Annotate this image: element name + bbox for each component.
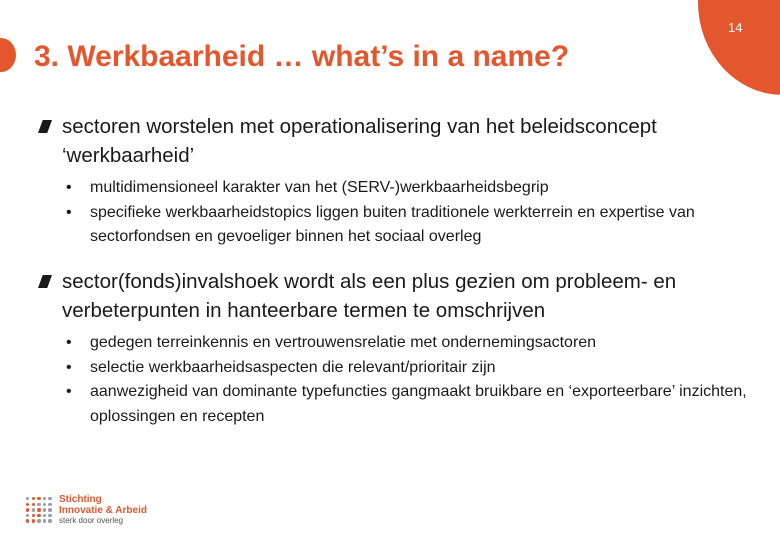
logo-dot	[26, 514, 29, 517]
section-heading	[38, 267, 750, 325]
logo-dot	[48, 497, 51, 500]
list-item-text: gedegen terreinkennis en vertrouwensrelatie met ondernemingsactoren	[90, 334, 597, 351]
bullet-dot: •	[66, 383, 72, 400]
logo-dot	[37, 508, 40, 511]
logo-tagline: sterk door overleg	[59, 516, 124, 525]
logo-dots-icon	[26, 496, 54, 526]
list-item-text: specifieke werkbaarheidstopics liggen buiten traditionele werkterrein en expertise van sectorfondsen en gevoeliger binnen het sociaal overleg	[90, 203, 695, 245]
logo-dot	[26, 519, 29, 522]
logo-dot	[32, 508, 35, 511]
logo-dot	[43, 514, 46, 517]
logo-dot	[32, 514, 35, 517]
logo-dot	[37, 497, 40, 500]
bullet-dot: •	[66, 358, 72, 376]
section-heading-text: sector(fonds)invalshoek wordt als een plus gezien om probleem- en verbeterpunten in hanteerbare termen te omschrijven	[62, 270, 677, 322]
logo-dot	[43, 497, 46, 500]
list-item	[66, 201, 750, 250]
list-item	[66, 331, 750, 356]
corner-decoration	[698, 0, 780, 95]
logo-dot	[26, 497, 29, 500]
logo-dot	[48, 519, 51, 522]
logo-dot	[43, 519, 46, 522]
logo-dot	[26, 508, 29, 511]
logo-dot	[43, 508, 46, 511]
section-heading	[38, 112, 750, 170]
page-number: 14	[728, 20, 743, 35]
logo-line-2: Innovatie & Arbeid	[59, 504, 147, 516]
logo-dot	[26, 503, 29, 506]
logo-dot	[32, 519, 35, 522]
logo-dot	[48, 503, 51, 506]
section-invalshoek	[38, 267, 750, 429]
logo-dot	[37, 503, 40, 506]
logo-dot	[48, 508, 51, 511]
list-item-text: aanwezigheid van dominante typefuncties gangmaakt bruikbare en ‘exporteerbare’ inzichten, oplossingen en recepten	[90, 383, 747, 425]
logo-dot	[32, 497, 35, 500]
bullet-dot: •	[66, 334, 72, 351]
list-item-text: multidimensioneel karakter van het (SERV-)werkbaarheidsbegrip	[90, 179, 549, 196]
list-item	[66, 176, 750, 201]
logo-dot	[37, 519, 40, 522]
bullet-marker-icon	[38, 275, 52, 288]
bullet-marker-icon	[38, 120, 52, 133]
left-decoration	[0, 38, 16, 72]
logo-dot	[43, 503, 46, 506]
bullet-list	[38, 176, 750, 250]
logo-line-1: Stichting	[59, 494, 102, 505]
logo-dot	[37, 514, 40, 517]
bullet-list	[38, 331, 750, 429]
logo-dot	[32, 503, 35, 506]
logo-dot	[48, 514, 51, 517]
slide-title: 3. Werkbaarheid … what’s in a name?	[34, 40, 570, 73]
section-heading-text: sectoren worstelen met operationalisering van het beleidsconcept ‘werkbaarheid’	[62, 115, 657, 167]
section-operationalisering	[38, 112, 750, 250]
logo-text	[59, 495, 147, 527]
bullet-dot: •	[66, 203, 72, 221]
organization-logo	[26, 496, 176, 526]
list-item-text: selectie werkbaarheidsaspecten die relevant/prioritair zijn	[90, 358, 496, 376]
list-item	[66, 356, 750, 381]
bullet-dot: •	[66, 179, 72, 196]
list-item	[66, 380, 750, 429]
